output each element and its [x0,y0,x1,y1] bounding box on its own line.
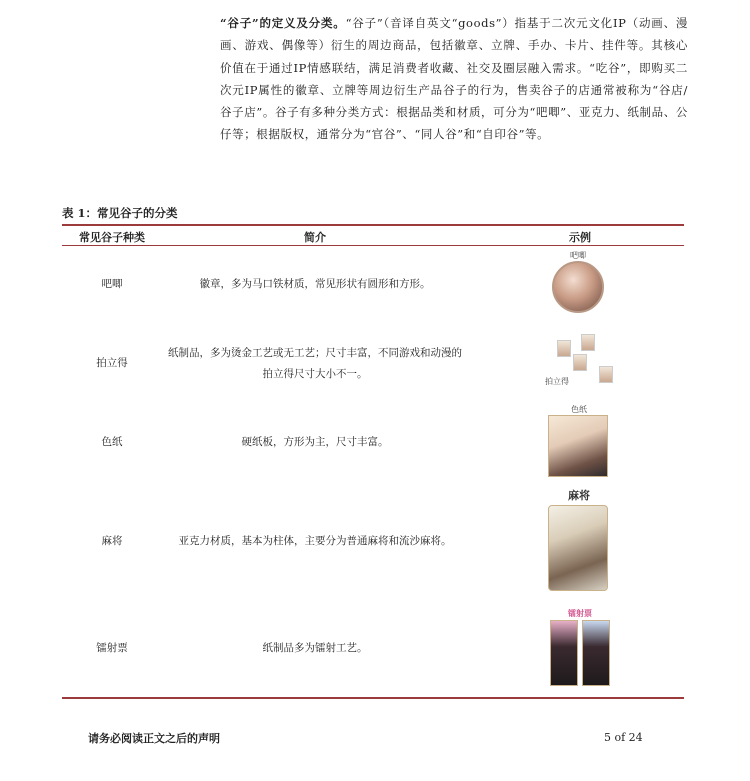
polaroid-card [573,354,587,371]
row-category: 吧唧 [101,278,123,290]
example-label: 吧唧 [570,251,586,260]
row-desc: 纸制品多为镭射工艺。 [262,642,368,654]
table-top-rule [62,224,684,226]
row-category: 镭射票 [96,642,128,654]
example-mahjong-image [548,487,610,591]
header-category: 常见谷子种类 [79,231,145,244]
laser-ticket-card [550,620,578,686]
table-caption: 表 1：常见谷子的分类 [62,206,178,220]
badge-picture [552,261,604,313]
row-desc: 亚克力材质，基本为柱体，主要分为普通麻将和流沙麻将。 [178,535,452,547]
row-category: 麻将 [101,535,123,547]
polaroid-card [557,340,571,357]
intro-lead: “谷子”的定义及分类。 [220,16,346,30]
header-desc: 简介 [304,231,326,244]
laser-ticket-card [582,620,610,686]
row-category: 色纸 [101,436,123,448]
example-badge-image [548,250,608,313]
header-example: 示例 [569,231,591,244]
table-bottom-rule [62,697,684,699]
intro-paragraph [220,12,688,146]
mahjong-picture [548,505,608,591]
polaroid-card [599,366,613,383]
shikishi-picture [548,415,608,477]
footer-disclaimer: 请务必阅读正文之后的声明 [88,732,220,745]
example-label: 镭射票 [568,609,592,618]
example-laser-ticket-image [548,608,612,686]
row-desc: 纸制品，多为烫金工艺或无工艺；尺寸丰富，不同游戏和动漫的拍立得尺寸大小不一。 [168,347,462,380]
page-number: 5 of 24 [604,731,643,744]
example-label: 麻将 [568,489,590,502]
example-polaroid-image [545,332,615,394]
example-label: 色纸 [571,405,587,414]
row-desc: 徽章，多为马口铁材质，常见形状有圆形和方形。 [199,278,431,290]
intro-body: “谷子”（音译自英文“goods”）指基于二次元文化IP（动画、漫画、游戏、偶像等）衍生的周边商品，包括徽章、立牌、手办、卡片、挂件等。其核心价值在于通过IP情感联结，满足消费者收藏、社交及圈层融入需求。“吃谷”，即购买二次元IP属性的徽章、立牌等周边衍生产品谷子的行为，售卖谷子的店通常被称为“谷店/谷子店”。谷子有多种分类方式：根据品类和材质，可分为“吧唧”、亚克力、纸制品、公仔等；根据版权，通常分为“官谷”、“同人谷”和“自印谷”等。 [220,16,688,142]
row-desc: 硬纸板，方形为主，尺寸丰富。 [241,436,389,448]
polaroid-card [581,334,595,351]
table-header-rule [62,245,684,246]
example-label: 拍立得 [545,377,569,386]
row-category: 拍立得 [96,357,128,369]
example-shikishi-image [548,404,610,477]
